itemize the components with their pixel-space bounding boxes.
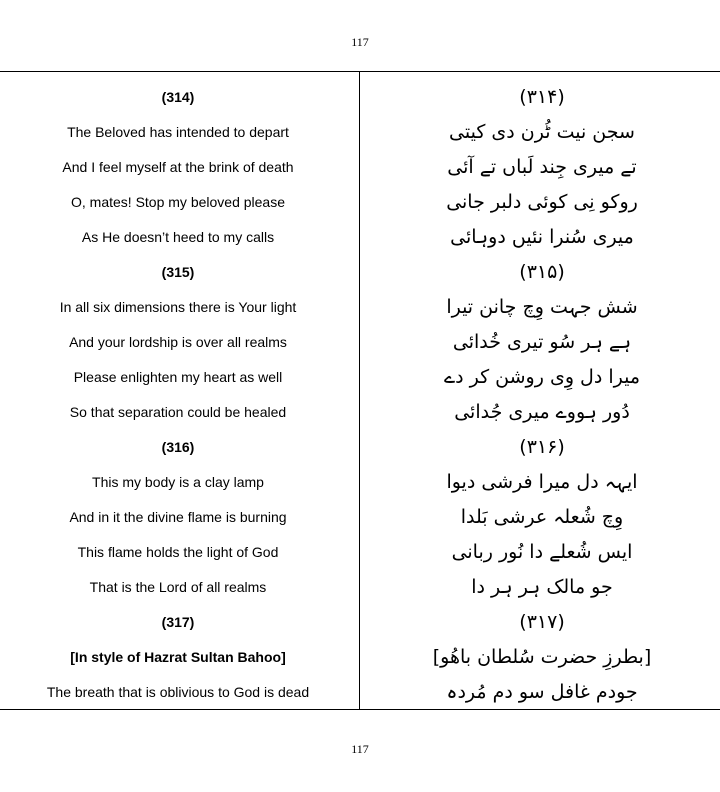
urdu-row [364, 254, 720, 289]
english-verse-line: So that separation could be healed [69, 403, 287, 420]
urdu-row [364, 149, 720, 184]
urdu-verse-line: روکو نِی کوئی دلبر جانی [446, 190, 638, 213]
english-row [0, 359, 356, 394]
english-heading: [In style of Hazrat Sultan Bahoo] [70, 648, 286, 665]
urdu-row [364, 464, 720, 499]
urdu-verse-line: جو مالک ہر ہر دا [471, 575, 613, 598]
english-row [0, 184, 356, 219]
urdu-verse-line: (۳۱۷) [519, 610, 565, 633]
english-verse-line: O, mates! Stop my beloved please [71, 193, 285, 210]
urdu-row [364, 219, 720, 254]
english-verse-line: Please enlighten my heart as well [73, 368, 283, 385]
urdu-row [364, 639, 720, 674]
urdu-row [364, 569, 720, 604]
english-verse-line: And in it the divine flame is burning [69, 508, 287, 525]
page-number-top: 117 [351, 35, 369, 49]
english-row [0, 394, 356, 429]
urdu-row [364, 324, 720, 359]
urdu-verse-line: شش جہت وِچ چانن تیرا [446, 295, 638, 318]
urdu-row [364, 359, 720, 394]
english-row [0, 149, 356, 184]
urdu-verse-line: [بطرزِ حضرت سُلطان باھُو] [432, 645, 652, 668]
urdu-row [364, 184, 720, 219]
english-row [0, 464, 356, 499]
urdu-row [364, 394, 720, 429]
urdu-row [364, 674, 720, 709]
column-divider [359, 71, 360, 710]
urdu-verse-line: جودم غافل سو دم مُردہ [446, 680, 638, 703]
urdu-verse-line: میرا دل وِی روشن کر دے [443, 365, 641, 388]
urdu-verse-line: (۳۱۶) [519, 435, 565, 458]
english-verse-line: And I feel myself at the brink of death [62, 158, 294, 175]
urdu-row [364, 499, 720, 534]
english-row [0, 534, 356, 569]
english-verse-line: This my body is a clay lamp [92, 473, 264, 490]
english-verse-line: And your lordship is over all realms [69, 333, 287, 350]
english-row [0, 604, 356, 639]
english-heading: (315) [161, 263, 195, 280]
urdu-row [364, 604, 720, 639]
english-verse-line: The Beloved has intended to depart [67, 123, 289, 140]
urdu-verse-line: دُور ہووے میری جُدائی [454, 400, 630, 423]
english-row [0, 324, 356, 359]
urdu-row [364, 114, 720, 149]
urdu-verse-line: ایہہ دل میرا فرشی دیوا [446, 470, 638, 493]
english-heading: (316) [161, 438, 195, 455]
urdu-verse-line: سجن نیت ٹُرن دی کیتی [449, 120, 635, 143]
urdu-verse-line: وِچ شُعلہ عرشی بَلدا [460, 505, 624, 528]
urdu-column [364, 79, 720, 709]
english-row [0, 429, 356, 464]
english-verse-line: That is the Lord of all realms [89, 578, 267, 595]
urdu-row [364, 79, 720, 114]
bottom-rule [0, 709, 720, 710]
english-heading: (314) [161, 88, 195, 105]
urdu-verse-line: ایس شُعلے دا نُور ربانی [451, 540, 633, 563]
english-row [0, 219, 356, 254]
english-verse-line: This flame holds the light of God [77, 543, 279, 560]
english-verse-line: The breath that is oblivious to God is dead [46, 683, 310, 700]
english-row [0, 254, 356, 289]
english-row [0, 674, 356, 709]
urdu-verse-line: میری سُنرا نئیں دوہائی [450, 225, 634, 248]
english-row [0, 79, 356, 114]
english-row [0, 114, 356, 149]
urdu-verse-line: تے میری جِند لَباں تے آئی [447, 155, 637, 178]
page-number-bottom: 117 [351, 742, 369, 756]
urdu-verse-line: (۳۱۵) [519, 260, 565, 283]
urdu-verse-line: (۳۱۴) [519, 85, 565, 108]
urdu-row [364, 534, 720, 569]
english-row [0, 289, 356, 324]
english-verse-line: In all six dimensions there is Your light [59, 298, 297, 315]
urdu-row [364, 289, 720, 324]
top-rule [0, 71, 720, 72]
english-verse-line: As He doesn’t heed to my calls [81, 228, 275, 245]
english-row [0, 639, 356, 674]
urdu-verse-line: ہے ہر سُو تیری خُدائی [452, 330, 632, 353]
english-row [0, 499, 356, 534]
english-column [0, 79, 356, 709]
english-heading: (317) [161, 613, 195, 630]
urdu-row [364, 429, 720, 464]
english-row [0, 569, 356, 604]
